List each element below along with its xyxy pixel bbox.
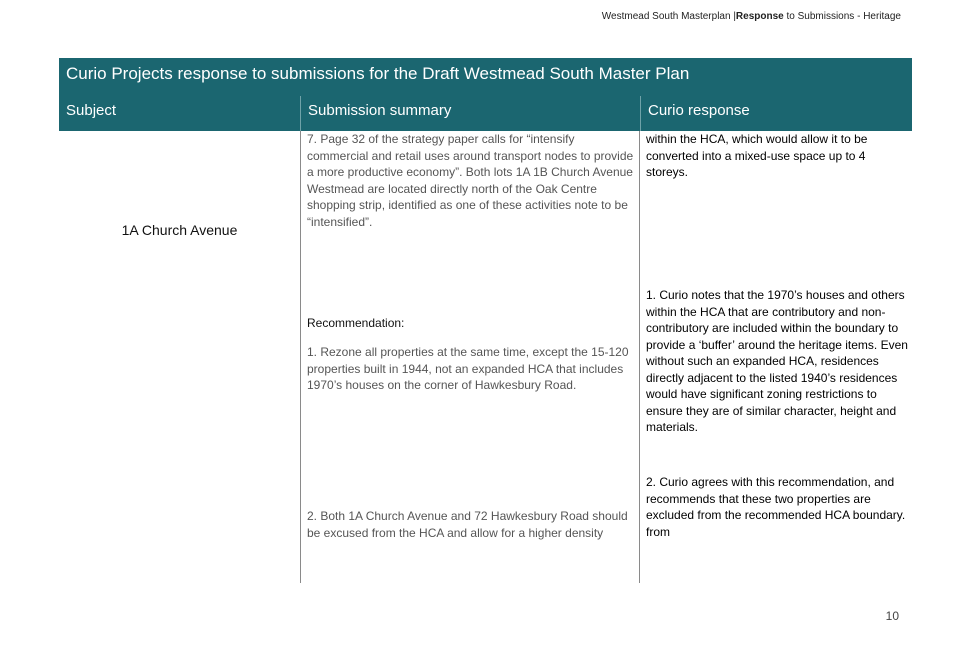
column-divider bbox=[639, 131, 640, 583]
column-header-submission-summary: Submission summary bbox=[300, 96, 640, 131]
response-paragraph-2: 1. Curio notes that the 1970’s houses and others within the HCA that are contributory and non-contributory are included within the boundary to provide a ‘buffer’ around the heritage items. Even without such an expanded HCA, residences directly adjacent to the listed 1940’s residences would have significant zoning restrictions to ensure they are of similar character, height and materials. bbox=[646, 288, 908, 434]
column-header-subject: Subject bbox=[59, 96, 300, 131]
summary-recommendation-1: 1. Rezone all properties at the same time, except the 15-120 properties built in 1944, not an expanded HCA that includes 1970’s houses on the corner of Hawkesbury Road. bbox=[307, 345, 629, 392]
response-paragraph-3: 2. Curio agrees with this recommendation, and recommends that these two properties are excluded from the recommended HCA boundary. from bbox=[646, 475, 906, 539]
running-header bbox=[602, 11, 901, 22]
summary-recommendation-2: 2. Both 1A Church Avenue and 72 Hawkesbury Road should be excused from the HCA and allow for a higher density bbox=[307, 509, 628, 540]
column-header-curio-response: Curio response bbox=[640, 96, 912, 131]
subject-cell: 1A Church Avenue bbox=[121, 222, 238, 238]
header-right-text: to Submissions - Heritage bbox=[783, 11, 901, 22]
table-title: Curio Projects response to submissions for the Draft Westmead South Master Plan bbox=[59, 58, 912, 96]
header-bold-text: Response bbox=[735, 11, 784, 22]
column-divider bbox=[300, 131, 301, 583]
page-number: 10 bbox=[885, 609, 899, 623]
summary-item-7: 7. Page 32 of the strategy paper calls for “intensify commercial and retail uses around transport nodes to provide a more productive economy”. Both lots 1A 1B Church Avenue Westmead are located directly north of the Oak Centre shopping strip, identified as one of these activities note to be “intensified”. bbox=[307, 132, 634, 229]
header-left-text: Westmead South Masterplan | bbox=[601, 11, 736, 22]
response-paragraph-1: within the HCA, which would allow it to be converted into a mixed-use space up to 4 storeys. bbox=[646, 132, 868, 179]
recommendation-heading: Recommendation: bbox=[307, 316, 405, 330]
